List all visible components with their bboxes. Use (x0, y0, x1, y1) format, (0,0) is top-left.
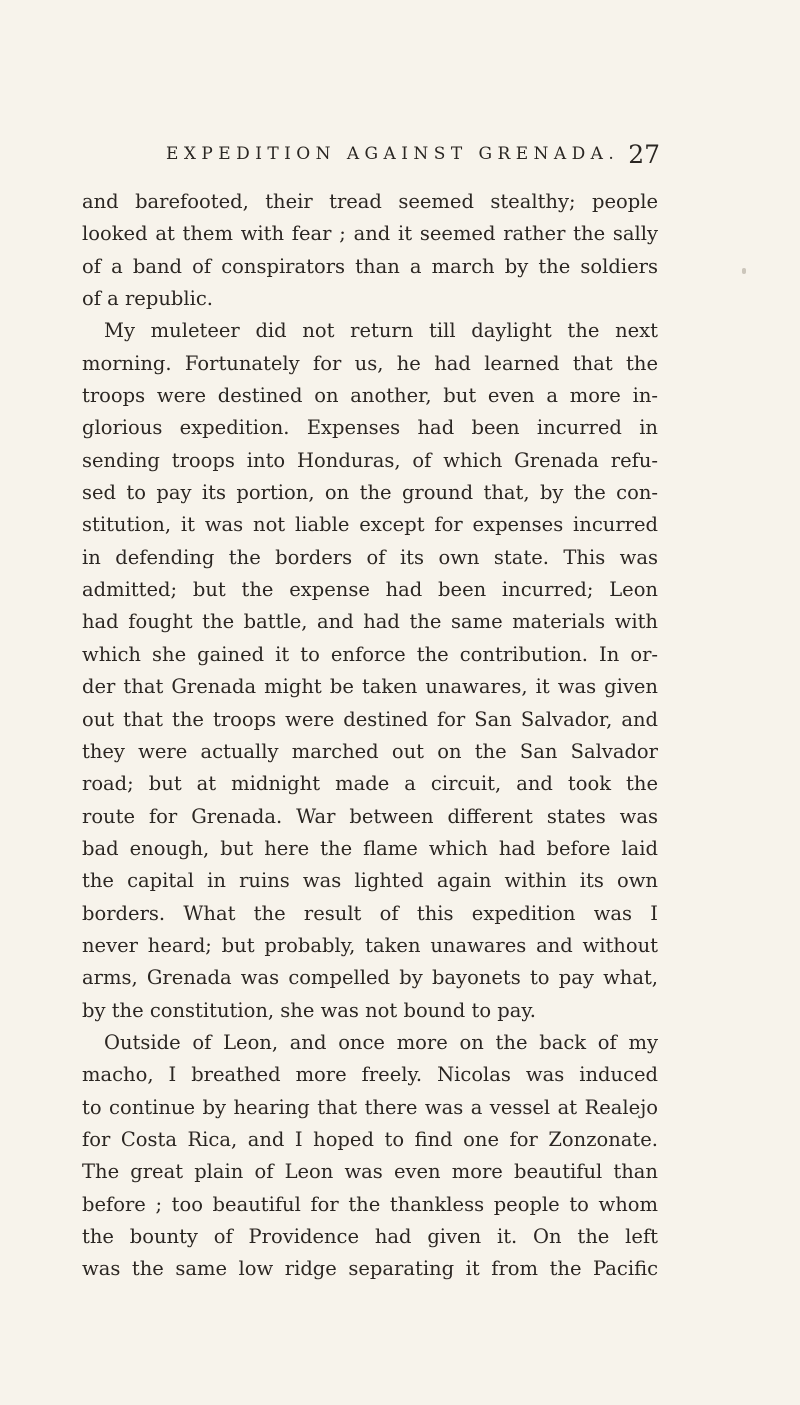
text-line: had fought the battle, and had the same materials with (82, 610, 658, 634)
text-line: never heard; but probably, taken unawares and without (82, 933, 658, 957)
text-line: the capital in ruins was lighted again within its own (82, 869, 658, 893)
page-number: 27 (628, 140, 660, 169)
text-line: out that the troops were destined for San Salvador, and (82, 707, 658, 731)
text-line: looked at them with fear ; and it seemed rather the sally (82, 222, 658, 246)
text-line: sed to pay its portion, on the ground that, by the con- (82, 481, 658, 505)
text-line: of a band of conspirators than a march by the soldiers (82, 254, 658, 278)
text-line: they were actually marched out on the San Salvador (82, 739, 658, 763)
text-line: road; but at midnight made a circuit, and took the (82, 772, 658, 796)
text-line: sending troops into Honduras, of which Grenada refu- (82, 448, 658, 472)
text-line: The great plain of Leon was even more beautiful than (82, 1160, 658, 1184)
body-text (82, 186, 658, 1286)
text-line: and barefooted, their tread seemed stealthy; people (82, 190, 658, 213)
text-line: admitted; but the expense had been incurred; Leon (82, 578, 658, 602)
page-header (166, 140, 660, 172)
text-line: the bounty of Providence had given it. On the left (82, 1225, 658, 1248)
text-line: which she gained it to enforce the contribution. In or- (82, 642, 658, 666)
text-line: for Costa Rica, and I hoped to find one for Zonzonate. (82, 1127, 658, 1151)
text-line: was the same low ridge separating it from the Pacific (82, 1257, 658, 1281)
text-line: glorious expedition. Expenses had been incurred in (82, 416, 658, 440)
text-line: der that Grenada might be taken unawares, it was given (82, 675, 658, 699)
text-line: troops were destined on another, but even a more in- (82, 384, 658, 408)
paper-speck (742, 268, 746, 274)
paragraph-start-line: My muleteer did not return till daylight the next (104, 319, 658, 343)
running-head: EXPEDITION AGAINST GRENADA. (166, 144, 620, 164)
paragraph-start-line: Outside of Leon, and once more on the back of my (104, 1030, 658, 1054)
text-line: in defending the borders of its own state. This was (82, 545, 658, 569)
text-line: stitution, it was not liable except for expenses incurred (82, 513, 658, 537)
text-line: by the constitution, she was not bound to pay. (82, 998, 536, 1022)
text-line: before ; too beautiful for the thankless people to whom (82, 1192, 658, 1216)
text-line: macho, I breathed more freely. Nicolas was induced (82, 1063, 658, 1087)
text-line: of a republic. (82, 287, 213, 311)
text-line: bad enough, but here the flame which had before laid (82, 836, 658, 860)
text-line: to continue by hearing that there was a vessel at Realejo (82, 1095, 658, 1119)
text-line: route for Grenada. War between different states was (82, 804, 658, 828)
text-line: borders. What the result of this expedition was I (82, 901, 658, 925)
text-line: arms, Grenada was compelled by bayonets to pay what, (82, 966, 658, 990)
text-line: morning. Fortunately for us, he had learned that the (82, 351, 658, 375)
